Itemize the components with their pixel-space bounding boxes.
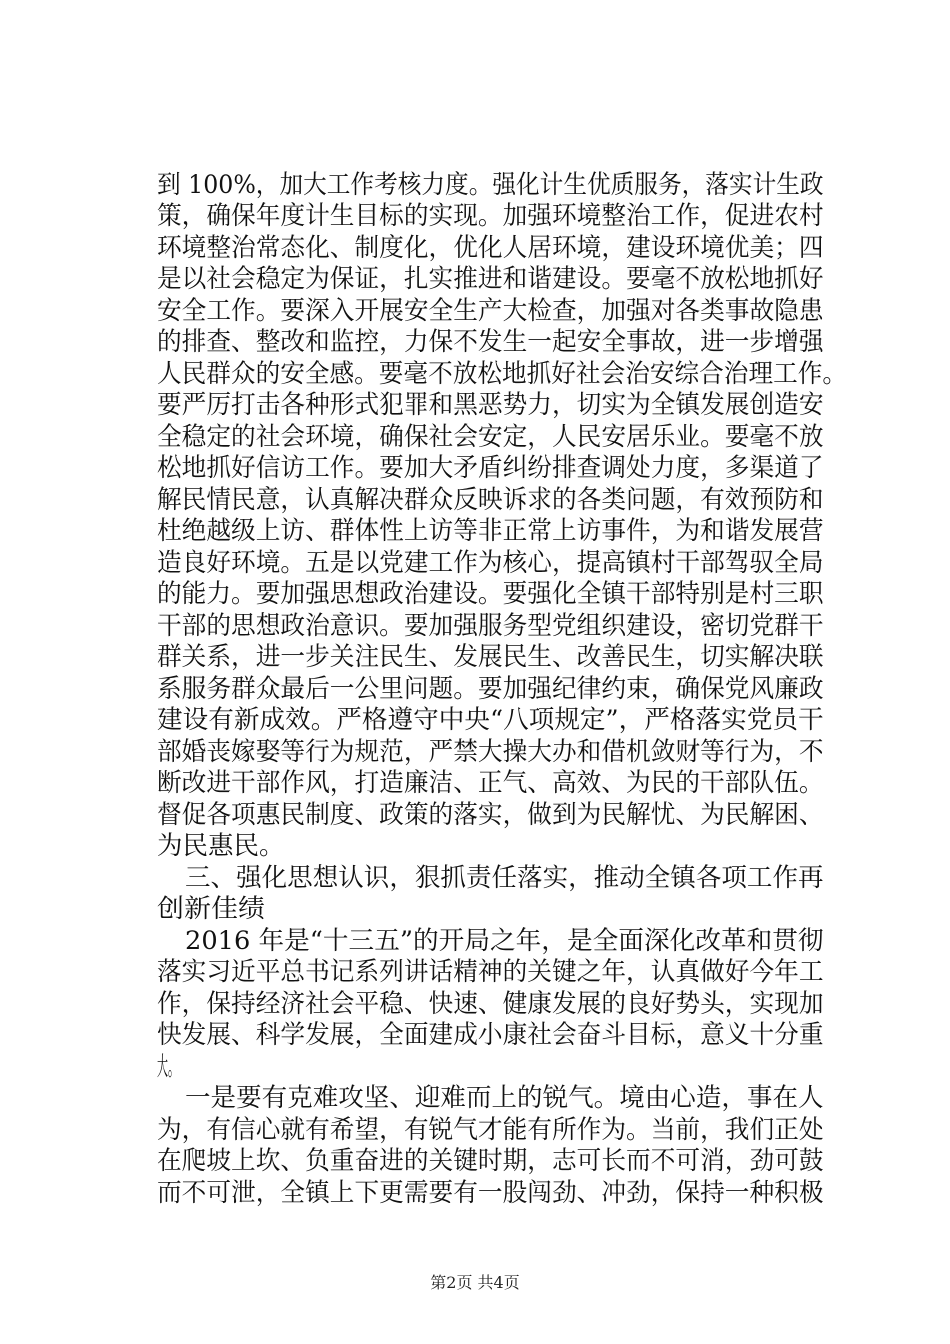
text-line: 到 100%，加大工作考核力度。强化计生优质服务，落实计生政 (157, 170, 824, 200)
text-line: 安全工作。要深入开展安全生产大检查，加强对各类事故隐患 (157, 296, 824, 326)
text-line: 而不可泄，全镇上下更需要有一股闯劲、冲劲，保持一种积极 (157, 1178, 824, 1208)
text-line: 的能力。要加强思想政治建设。要强化全镇干部特别是村三职 (157, 579, 824, 609)
text-line: 作，保持经济社会平稳、快速、健康发展的良好势头，实现加 (157, 989, 824, 1019)
text-line: 督促各项惠民制度、政策的落实，做到为民解忧、为民解困、 (157, 800, 824, 830)
text-line: 是以社会稳定为保证，扎实推进和谐建设。要毫不放松地抓好 (157, 264, 824, 294)
text-line: 建设有新成效。严格遵守中央“八项规定”，严格落实党员干 (157, 705, 824, 735)
text-line: 环境整治常态化、制度化，优化人居环境，建设环境优美；四 (157, 233, 824, 263)
text-line: 部婚丧嫁娶等行为规范，严禁大操大办和借机敛财等行为，不 (157, 737, 824, 767)
text-line: 为，有信心就有希望，有锐气才能有所作为。当前，我们正处 (157, 1115, 824, 1145)
text-line: 策，确保年度计生目标的实现。加强环境整治工作，促进农村 (157, 201, 824, 231)
text-line: 快发展、科学发展，全面建成小康社会奋斗目标，意义十分重 (157, 1020, 824, 1050)
page-footer: 第2页 共4页 (430, 1273, 520, 1292)
text-line: 杜绝越级上访、群体性上访等非正常上访事件，为和谐发展营 (157, 516, 824, 546)
text-line: 落实习近平总书记系列讲话精神的关键之年，认真做好今年工 (157, 957, 824, 987)
text-line: 系服务群众最后一公里问题。要加强纪律约束，确保党风廉政 (157, 674, 824, 704)
text-line: 的排查、整改和监控，力保不发生一起安全事故，进一步增强 (157, 327, 824, 357)
text-line: 解民情民意，认真解决群众反映诉求的各类问题，有效预防和 (157, 485, 824, 515)
text-line: 干部的思想政治意识。要加强服务型党组织建设，密切党群干 (157, 611, 824, 641)
text-line: 2016 年是“十三五”的开局之年，是全面深化改革和贯彻 (185, 926, 824, 956)
text-line: 为民惠民。 (157, 831, 285, 861)
text-line: 在爬坡上坎、负重奋进的关键时期，志可长而不可消，劲可鼓 (157, 1146, 824, 1176)
text-line: 群关系，进一步关注民生、发展民生、改善民生，切实解决联 (157, 642, 824, 672)
text-line: 要严厉打击各种形式犯罪和黑恶势力，切实为全镇发展创造安 (157, 390, 824, 420)
text-line: 人民群众的安全感。要毫不放松地抓好社会治安综合治理工作。 (157, 359, 848, 389)
text-line: 造良好环境。五是以党建工作为核心，提高镇村干部驾驭全局 (157, 548, 824, 578)
text-line: 全稳定的社会环境，确保社会安定，人民安居乐业。要毫不放 (157, 422, 824, 452)
text-line: 松地抓好信访工作。要加大矛盾纠纷排查调处力度，多渠道了 (157, 453, 824, 483)
text-line: 大。 (157, 1052, 180, 1082)
text-line: 断改进干部作风，打造廉洁、正气、高效、为民的干部队伍。 (157, 768, 824, 798)
text-line: 一是要有克难攻坚、迎难而上的锐气。境由心造，事在人 (185, 1083, 824, 1113)
text-line: 三、强化思想认识，狠抓责任落实，推动全镇各项工作再 (185, 863, 824, 893)
text-line: 创新佳绩 (157, 894, 266, 924)
